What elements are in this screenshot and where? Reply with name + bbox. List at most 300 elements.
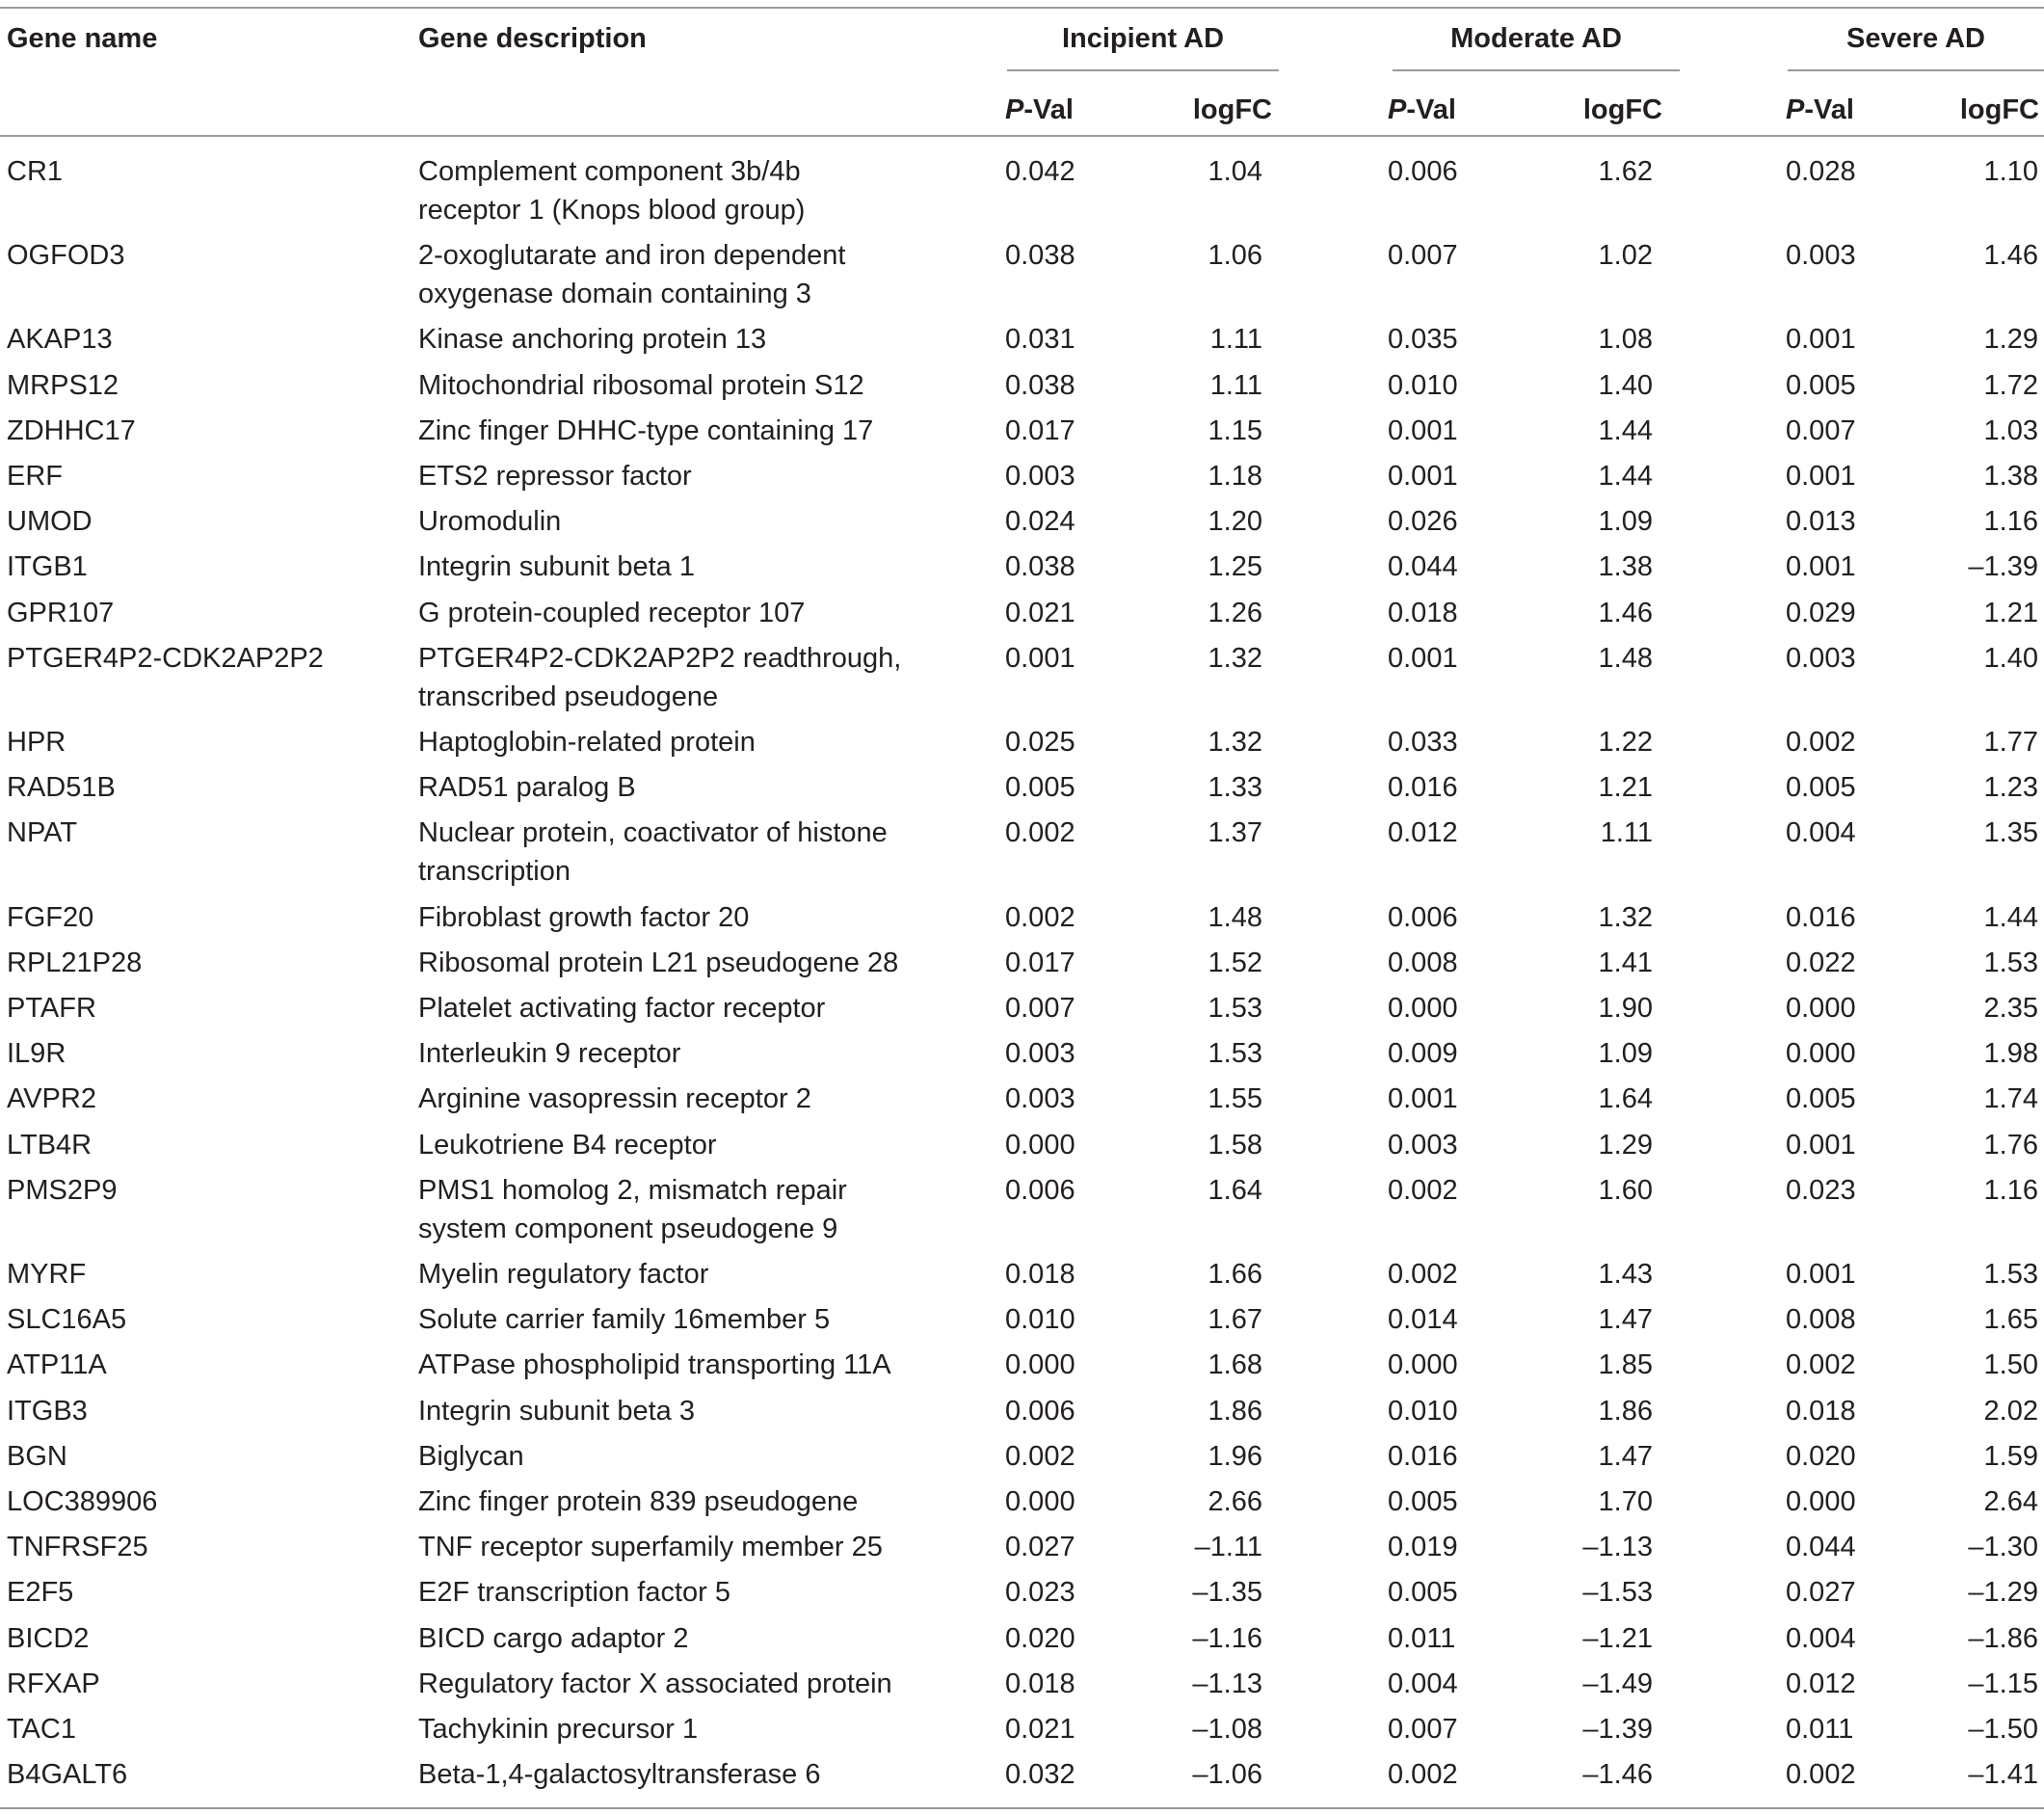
severe-pval-cell: 0.000 [1786,1038,1856,1070]
incipient-logfc-cell: 1.25 [1208,551,1262,583]
gene-name-cell: ZDHHC17 [7,414,136,446]
severe-pval-cell: 0.012 [1786,1668,1856,1699]
incipient-logfc-cell: 1.55 [1208,1083,1262,1115]
incipient-logfc-cell: 1.96 [1208,1440,1262,1472]
gene-name-cell: ERF [7,461,63,492]
incipient-pval-cell: 0.001 [1005,642,1075,674]
severe-logfc-cell: 1.29 [1983,324,2038,356]
moderate-logfc-cell: 1.44 [1598,414,1653,446]
severe-logfc-cell: –1.41 [1968,1759,2038,1791]
description-line: Solute carrier family 16member 5 [418,1304,831,1336]
description-line: Zinc finger protein 839 pseudogene [418,1486,859,1517]
moderate-pval-cell: 0.033 [1388,727,1458,758]
incipient-logfc-cell: 1.26 [1208,597,1262,628]
moderate-logfc-cell: –1.49 [1582,1668,1653,1699]
gene-name-cell: HPR [7,727,66,758]
moderate-logfc-cell: 1.90 [1598,993,1653,1024]
description-line: transcription [418,856,571,888]
incipient-pval-cell: 0.000 [1005,1349,1075,1381]
header-gene-name: Gene name [7,23,158,54]
incipient-pval-cell: 0.007 [1005,993,1075,1024]
severe-logfc-cell: 1.23 [1983,772,2038,804]
severe-logfc-cell: –1.29 [1968,1577,2038,1609]
description-line: Fibroblast growth factor 20 [418,901,750,933]
table-top-rule [0,7,2044,9]
description-line: E2F transcription factor 5 [418,1577,730,1609]
gene-name-cell: BGN [7,1440,67,1472]
incipient-pval-cell: 0.003 [1005,461,1075,492]
moderate-logfc-cell: 1.47 [1598,1440,1653,1472]
moderate-logfc-cell: –1.39 [1582,1714,1653,1745]
gene-name-cell: TNFRSF25 [7,1532,148,1563]
severe-logfc-cell: 1.35 [1983,817,2038,849]
header-incipient-logfc: logFC [1192,94,1272,125]
gene-name-cell: ITGB3 [7,1395,88,1427]
severe-logfc-cell: 1.59 [1983,1440,2038,1472]
severe-pval-cell: 0.000 [1786,1486,1856,1517]
gene-name-cell: E2F5 [7,1577,74,1609]
gene-description-cell [418,723,756,761]
incipient-pval-cell: 0.010 [1005,1304,1075,1336]
header-severe-ad: Severe AD [1845,23,1985,54]
gene-description-cell [418,1171,847,1248]
gene-name-cell: IL9R [7,1038,66,1070]
gene-description-cell [418,814,888,891]
moderate-pval-cell: 0.001 [1388,1083,1458,1115]
gene-description-cell [418,1255,708,1294]
moderate-logfc-cell: –1.21 [1582,1622,1653,1654]
incipient-pval-cell: 0.002 [1005,817,1075,849]
description-line: TNF receptor superfamily member 25 [418,1532,883,1563]
severe-pval-cell: 0.002 [1786,1349,1856,1381]
gene-description-cell [418,639,901,716]
incipient-logfc-cell: 1.04 [1208,156,1262,187]
incipient-pval-cell: 0.003 [1005,1038,1075,1070]
gene-description-cell [418,1034,680,1073]
moderate-pval-cell: 0.019 [1388,1532,1458,1563]
severe-pval-cell: 0.022 [1786,947,1856,978]
severe-pval-cell: 0.005 [1786,369,1856,401]
severe-pval-cell: 0.001 [1786,1129,1856,1161]
severe-pval-cell: 0.029 [1786,597,1856,628]
moderate-logfc-cell: 1.46 [1598,597,1653,628]
severe-logfc-cell: 1.72 [1983,369,2038,401]
incipient-logfc-cell: –1.08 [1192,1714,1262,1745]
gene-description-cell [418,547,695,586]
gene-name-cell: CR1 [7,156,64,187]
incipient-logfc-cell: 1.20 [1208,506,1262,538]
severe-logfc-cell: 1.40 [1983,642,2038,674]
severe-pval-cell: 0.007 [1786,414,1856,446]
moderate-logfc-cell: –1.53 [1582,1577,1653,1609]
severe-pval-cell: 0.003 [1786,240,1856,272]
gene-name-cell: ATP11A [7,1349,107,1381]
gene-name-cell: AVPR2 [7,1083,96,1115]
gene-description-cell [418,457,692,495]
gene-description-cell [418,1392,695,1430]
gene-name-cell: UMOD [7,506,93,538]
description-line: Regulatory factor X associated protein [418,1668,892,1699]
moderate-pval-cell: 0.044 [1388,551,1458,583]
severe-pval-cell: 0.004 [1786,1622,1856,1654]
moderate-logfc-cell: 1.21 [1598,772,1653,804]
moderate-logfc-cell: 1.22 [1598,727,1653,758]
header-severe-pval [1786,91,1854,129]
severe-logfc-cell: –1.86 [1968,1622,2038,1654]
incipient-group-rule [1007,69,1279,71]
moderate-pval-cell: 0.011 [1388,1622,1456,1654]
gene-description-cell [418,768,636,807]
gene-name-cell: PTGER4P2-CDK2AP2P2 [7,642,324,674]
incipient-logfc-cell: 1.66 [1208,1259,1262,1290]
incipient-pval-cell: 0.005 [1005,772,1075,804]
incipient-logfc-cell: 1.32 [1208,727,1262,758]
moderate-pval-cell: 0.000 [1388,1349,1458,1381]
incipient-logfc-cell: 1.52 [1208,947,1262,978]
description-line: receptor 1 (Knops blood group) [418,195,806,226]
pval-suffix: -Val [1406,94,1456,125]
gene-description-cell [418,366,864,405]
gene-description-cell [418,1346,891,1384]
incipient-logfc-cell: 1.11 [1209,369,1262,401]
severe-logfc-cell: 1.38 [1983,461,2038,492]
description-line: Integrin subunit beta 1 [418,551,695,583]
incipient-pval-cell: 0.023 [1005,1577,1075,1609]
severe-logfc-cell: –1.39 [1968,551,2038,583]
incipient-logfc-cell: 1.33 [1208,772,1262,804]
gene-name-cell: BICD2 [7,1622,90,1654]
severe-pval-cell: 0.005 [1786,1083,1856,1115]
moderate-group-rule [1393,69,1680,71]
moderate-logfc-cell: 1.32 [1598,901,1653,933]
moderate-pval-cell: 0.000 [1388,993,1458,1024]
gene-name-cell: MYRF [7,1259,87,1290]
description-line: Interleukin 9 receptor [418,1038,681,1070]
moderate-logfc-cell: 1.85 [1598,1349,1653,1381]
incipient-pval-cell: 0.020 [1005,1622,1075,1654]
gene-name-cell: ITGB1 [7,551,88,583]
moderate-logfc-cell: 1.40 [1598,369,1653,401]
description-line: Mitochondrial ribosomal protein S12 [418,369,864,401]
moderate-pval-cell: 0.007 [1388,1714,1458,1745]
incipient-pval-cell: 0.027 [1005,1532,1075,1563]
incipient-logfc-cell: 1.11 [1209,324,1262,356]
moderate-pval-cell: 0.002 [1388,1759,1458,1791]
incipient-logfc-cell: –1.16 [1192,1622,1262,1654]
gene-name-cell: SLC16A5 [7,1304,127,1336]
gene-description-cell [418,1528,883,1566]
moderate-logfc-cell: 1.11 [1600,817,1653,849]
moderate-logfc-cell: 1.62 [1598,156,1653,187]
description-line: transcribed pseudogene [418,681,719,712]
moderate-logfc-cell: 1.48 [1598,642,1653,674]
moderate-logfc-cell: 1.29 [1598,1129,1653,1161]
severe-pval-cell: 0.018 [1786,1395,1856,1427]
severe-logfc-cell: 1.65 [1983,1304,2038,1336]
gene-description-cell [418,1300,830,1339]
moderate-logfc-cell: 1.09 [1598,1038,1653,1070]
moderate-pval-cell: 0.005 [1388,1486,1458,1517]
severe-pval-cell: 0.002 [1786,1759,1856,1791]
description-line: Beta-1,4-galactosyltransferase 6 [418,1759,821,1791]
moderate-pval-cell: 0.001 [1388,461,1458,492]
moderate-logfc-cell: 1.38 [1598,551,1653,583]
incipient-pval-cell: 0.021 [1005,1714,1075,1745]
header-bottom-rule [0,135,2044,137]
gene-description-cell [418,594,805,632]
severe-pval-cell: 0.001 [1786,324,1856,356]
gene-description-cell [418,944,898,982]
severe-logfc-cell: 1.50 [1983,1349,2038,1381]
incipient-logfc-cell: 1.67 [1208,1304,1262,1336]
description-line: Myelin regulatory factor [418,1259,709,1290]
gene-name-cell: RFXAP [7,1668,100,1699]
description-line: PMS1 homolog 2, mismatch repair [418,1174,847,1206]
table-bottom-rule [0,1807,2044,1809]
severe-logfc-cell: 1.03 [1983,414,2038,446]
incipient-pval-cell: 0.018 [1005,1668,1075,1699]
gene-description-cell [418,320,766,359]
description-line: system component pseudogene 9 [418,1213,838,1244]
severe-logfc-cell: 1.53 [1983,1259,2038,1290]
description-line: Zinc finger DHHC-type containing 17 [418,414,874,446]
incipient-logfc-cell: 1.48 [1208,901,1262,933]
severe-pval-cell: 0.003 [1786,642,1856,674]
moderate-pval-cell: 0.001 [1388,642,1458,674]
gene-description-cell [418,236,845,313]
header-gene-description: Gene description [418,23,647,54]
incipient-logfc-cell: 1.15 [1208,414,1262,446]
gene-name-cell: GPR107 [7,597,115,628]
incipient-pval-cell: 0.025 [1005,727,1075,758]
severe-pval-cell: 0.011 [1786,1714,1854,1745]
description-line: Tachykinin precursor 1 [418,1714,699,1745]
severe-logfc-cell: –1.50 [1968,1714,2038,1745]
moderate-pval-cell: 0.010 [1388,1395,1458,1427]
description-line: RAD51 paralog B [418,772,636,804]
incipient-pval-cell: 0.038 [1005,551,1075,583]
description-line: Complement component 3b/4b [418,156,801,187]
incipient-pval-cell: 0.003 [1005,1083,1075,1115]
severe-pval-cell: 0.005 [1786,772,1856,804]
description-line: Haptoglobin-related protein [418,727,756,758]
incipient-logfc-cell: 1.53 [1208,1038,1262,1070]
incipient-pval-cell: 0.017 [1005,414,1075,446]
severe-pval-cell: 0.002 [1786,727,1856,758]
moderate-pval-cell: 0.003 [1388,1129,1458,1161]
moderate-logfc-cell: 1.70 [1598,1486,1653,1517]
moderate-logfc-cell: 1.09 [1598,506,1653,538]
gene-name-cell: TAC1 [7,1714,76,1745]
incipient-logfc-cell: 1.32 [1208,642,1262,674]
gene-name-cell: FGF20 [7,901,94,933]
moderate-logfc-cell: 1.47 [1598,1304,1653,1336]
severe-logfc-cell: 1.53 [1983,947,2038,978]
gene-description-cell [418,1619,688,1658]
severe-logfc-cell: –1.30 [1968,1532,2038,1563]
moderate-pval-cell: 0.008 [1388,947,1458,978]
moderate-pval-cell: 0.007 [1388,240,1458,272]
severe-logfc-cell: 1.46 [1983,240,2038,272]
severe-pval-cell: 0.008 [1786,1304,1856,1336]
incipient-pval-cell: 0.000 [1005,1486,1075,1517]
incipient-logfc-cell: –1.13 [1192,1668,1262,1699]
incipient-logfc-cell: 1.06 [1208,240,1262,272]
moderate-pval-cell: 0.002 [1388,1259,1458,1290]
gene-description-cell [418,412,873,450]
header-severe-logfc: logFC [1959,94,2039,125]
pval-italic-p: P [1786,94,1805,125]
description-line: Ribosomal protein L21 pseudogene 28 [418,947,899,978]
moderate-pval-cell: 0.026 [1388,506,1458,538]
gene-description-cell [418,898,749,937]
gene-description-cell [418,1755,821,1794]
incipient-pval-cell: 0.021 [1005,597,1075,628]
gene-description-cell [418,989,825,1028]
description-line: ATPase phospholipid transporting 11A [418,1349,891,1381]
pval-suffix: -Val [1023,94,1074,125]
severe-pval-cell: 0.020 [1786,1440,1856,1472]
incipient-logfc-cell: 1.37 [1208,817,1262,849]
incipient-pval-cell: 0.038 [1005,369,1075,401]
header-moderate-pval [1388,91,1456,129]
incipient-logfc-cell: 2.66 [1208,1486,1262,1517]
gene-name-cell: AKAP13 [7,324,113,356]
gene-name-cell: LTB4R [7,1129,93,1161]
severe-pval-cell: 0.004 [1786,817,1856,849]
severe-logfc-cell: 1.44 [1983,901,2038,933]
gene-description-cell [418,152,805,229]
moderate-logfc-cell: 1.64 [1598,1083,1653,1115]
severe-pval-cell: 0.044 [1786,1532,1856,1563]
moderate-logfc-cell: 1.08 [1598,324,1653,356]
moderate-pval-cell: 0.009 [1388,1038,1458,1070]
severe-group-rule [1788,69,2044,71]
incipient-pval-cell: 0.006 [1005,1174,1075,1206]
moderate-logfc-cell: 1.02 [1598,240,1653,272]
severe-pval-cell: 0.016 [1786,901,1856,933]
description-line: oxygenase domain containing 3 [418,279,811,310]
moderate-logfc-cell: 1.44 [1598,461,1653,492]
pval-italic-p: P [1005,94,1024,125]
incipient-logfc-cell: –1.11 [1194,1532,1262,1563]
description-line: Arginine vasopressin receptor 2 [418,1083,811,1115]
header-incipient-pval [1005,91,1074,129]
moderate-pval-cell: 0.006 [1388,901,1458,933]
incipient-pval-cell: 0.038 [1005,240,1075,272]
incipient-logfc-cell: 1.86 [1208,1395,1262,1427]
moderate-pval-cell: 0.006 [1388,156,1458,187]
incipient-logfc-cell: 1.68 [1208,1349,1262,1381]
description-line: Integrin subunit beta 3 [418,1395,695,1427]
severe-logfc-cell: 2.64 [1983,1486,2038,1517]
incipient-pval-cell: 0.032 [1005,1759,1075,1791]
incipient-pval-cell: 0.006 [1005,1395,1075,1427]
gene-description-cell [418,1710,698,1748]
incipient-logfc-cell: 1.53 [1208,993,1262,1024]
gene-name-cell: PTAFR [7,993,96,1024]
description-line: G protein-coupled receptor 107 [418,597,806,628]
moderate-pval-cell: 0.016 [1388,772,1458,804]
severe-pval-cell: 0.000 [1786,993,1856,1024]
severe-logfc-cell: –1.15 [1968,1668,2038,1699]
description-line: Nuclear protein, coactivator of histone [418,817,888,849]
severe-logfc-cell: 1.77 [1983,727,2038,758]
incipient-logfc-cell: –1.06 [1192,1759,1262,1791]
moderate-logfc-cell: 1.43 [1598,1259,1653,1290]
gene-description-cell [418,1126,717,1164]
gene-description-cell [418,1080,811,1118]
incipient-logfc-cell: –1.35 [1192,1577,1262,1609]
moderate-pval-cell: 0.035 [1388,324,1458,356]
moderate-pval-cell: 0.002 [1388,1174,1458,1206]
moderate-pval-cell: 0.014 [1388,1304,1458,1336]
moderate-pval-cell: 0.004 [1388,1668,1458,1699]
gene-name-cell: B4GALT6 [7,1759,128,1791]
severe-pval-cell: 0.028 [1786,156,1856,187]
description-line: Platelet activating factor receptor [418,993,826,1024]
gene-name-cell: RPL21P28 [7,947,143,978]
moderate-logfc-cell: –1.46 [1582,1759,1653,1791]
description-line: BICD cargo adaptor 2 [418,1622,689,1654]
description-line: Kinase anchoring protein 13 [418,324,767,356]
severe-logfc-cell: 1.16 [1983,506,2038,538]
severe-pval-cell: 0.001 [1786,461,1856,492]
moderate-pval-cell: 0.016 [1388,1440,1458,1472]
header-moderate-ad: Moderate AD [1450,23,1622,54]
incipient-pval-cell: 0.018 [1005,1259,1075,1290]
moderate-logfc-cell: 1.86 [1598,1395,1653,1427]
incipient-logfc-cell: 1.64 [1208,1174,1262,1206]
description-line: Biglycan [418,1440,524,1472]
gene-description-cell [418,1437,524,1476]
severe-logfc-cell: 2.35 [1983,993,2038,1024]
severe-logfc-cell: 1.21 [1983,597,2038,628]
moderate-pval-cell: 0.001 [1388,414,1458,446]
severe-logfc-cell: 1.16 [1983,1174,2038,1206]
incipient-pval-cell: 0.042 [1005,156,1075,187]
incipient-logfc-cell: 1.58 [1208,1129,1262,1161]
gene-name-cell: OGFOD3 [7,240,125,272]
severe-logfc-cell: 1.74 [1983,1083,2038,1115]
moderate-pval-cell: 0.005 [1388,1577,1458,1609]
severe-logfc-cell: 1.98 [1983,1038,2038,1070]
incipient-pval-cell: 0.024 [1005,506,1075,538]
gene-description-cell [418,1665,892,1703]
severe-logfc-cell: 1.10 [1983,156,2038,187]
severe-pval-cell: 0.013 [1786,506,1856,538]
gene-description-cell [418,1573,730,1612]
incipient-pval-cell: 0.017 [1005,947,1075,978]
gene-name-cell: PMS2P9 [7,1174,118,1206]
gene-name-cell: LOC389906 [7,1486,158,1517]
header-moderate-logfc: logFC [1582,94,1662,125]
pval-italic-p: P [1388,94,1407,125]
incipient-pval-cell: 0.031 [1005,324,1075,356]
moderate-pval-cell: 0.012 [1388,817,1458,849]
description-line: Leukotriene B4 receptor [418,1129,717,1161]
gene-description-cell [418,1482,858,1521]
description-line: ETS2 repressor factor [418,461,692,492]
severe-pval-cell: 0.001 [1786,1259,1856,1290]
severe-logfc-cell: 2.02 [1983,1395,2038,1427]
incipient-logfc-cell: 1.18 [1208,461,1262,492]
gene-description-cell [418,502,561,541]
moderate-pval-cell: 0.018 [1388,597,1458,628]
pval-suffix: -Val [1804,94,1854,125]
gene-name-cell: RAD51B [7,772,116,804]
moderate-logfc-cell: 1.60 [1598,1174,1653,1206]
